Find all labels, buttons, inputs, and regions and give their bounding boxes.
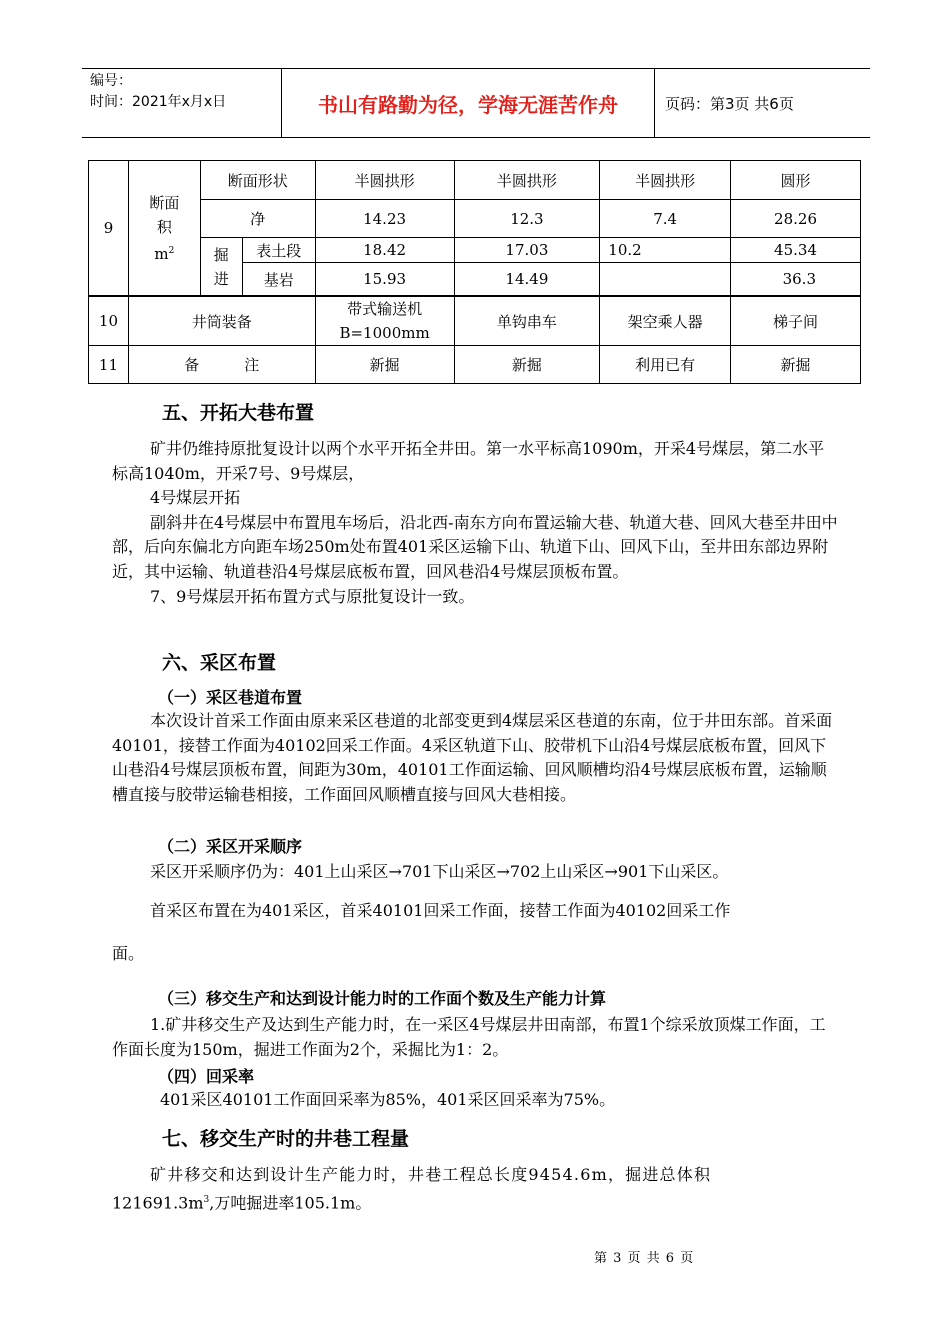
section-body — [112, 709, 838, 807]
table-cell: 半圆拱形 — [315, 161, 454, 200]
paragraph: 首采区布置在为401采区，首采40101回采工作面，接替工作面为40102回采工作 — [150, 901, 731, 920]
table-row — [89, 296, 861, 346]
table-row — [89, 238, 861, 263]
subsection-title: （二）采区开采顺序 — [158, 837, 303, 856]
section-body — [112, 899, 838, 924]
section-title: 七、移交生产时的井巷工程量 — [162, 1128, 410, 1150]
table-cell: 半圆拱形 — [454, 161, 600, 200]
header-page-code: 页码：第3页 共6页 — [665, 94, 794, 113]
number-label: 编号： — [90, 73, 132, 89]
table-cell: 15.93 — [315, 263, 454, 297]
table-cell: 14.49 — [454, 263, 600, 297]
table-cell: 12.3 — [454, 200, 600, 238]
shape-label: 断面形状 — [200, 161, 315, 200]
subsection-title: （四）回采率 — [158, 1067, 255, 1086]
table-cell: 新掘 — [731, 346, 861, 384]
table-cell: 17.03 — [454, 238, 600, 263]
paragraph: 副斜井在4号煤层中布置甩车场后，沿北西-南东方向布置运输大巷、轨道大巷、回风大巷至井田中部，后向东偏北方向距车场250m处布置401采区运输下山、轨道下山、回风下山，至井田东部边界附近，其中运输、轨道巷沿4号煤层底板布置，回风巷沿4号煤层顶板布置。 — [112, 512, 838, 581]
section-body — [112, 1013, 838, 1062]
paragraph: 矿井移交和达到设计生产能力时，井巷工程总长度9454.6m，掘进总体积 — [150, 1165, 712, 1184]
equip-line: 带式输送机 — [347, 300, 423, 318]
bedrock-label: 基岩 — [242, 263, 315, 297]
table-cell: 28.26 — [731, 200, 861, 238]
paragraph: 4号煤层开拓 — [150, 488, 241, 508]
paragraph — [112, 1188, 838, 1216]
table-cell: 45.34 — [731, 238, 861, 263]
time-label: 时间：2021年x月x日 — [90, 94, 227, 110]
row-number: 10 — [89, 296, 129, 346]
net-label: 净 — [200, 200, 315, 238]
table-cell: 新掘 — [315, 346, 454, 384]
table-cell: 圆形 — [731, 161, 861, 200]
table-cell — [315, 296, 454, 346]
table-cell: 利用已有 — [600, 346, 731, 384]
subsection-title: （三）移交生产和达到设计能力时的工作面个数及生产能力计算 — [158, 989, 607, 1008]
row-title: 备 注 — [128, 346, 315, 384]
section-body — [112, 437, 838, 609]
section-body — [112, 860, 838, 885]
paragraph: 401采区40101工作面回采率为85%，401采区回采率为75%。 — [160, 1090, 616, 1109]
table-cell: 14.23 — [315, 200, 454, 238]
table-row — [89, 161, 861, 200]
paragraph: 矿井仍维持原批复设计以两个水平开拓全井田。第一水平标高1090m，开采4号煤层，第二水平标高1040m，开采7号、9号煤层， — [112, 439, 825, 483]
section-body — [112, 1088, 838, 1113]
table-cell: 10.2 — [600, 238, 731, 263]
table-cell: 7.4 — [600, 200, 731, 238]
paragraph: 1.矿井移交生产及达到生产能力时，在一采区4号煤层井田南部，布置1个综采放顶煤工作面，工作面长度为150m，掘进工作面为2个，采掘比为1：2。 — [112, 1015, 826, 1059]
subsection-title: （一）采区巷道布置 — [158, 688, 303, 707]
table-cell: 新掘 — [454, 346, 600, 384]
section-body — [112, 942, 838, 967]
row-title: 井筒装备 — [128, 296, 315, 346]
row-title: 断面 积 $m^2$ — [128, 161, 200, 297]
section-title: 六、采区布置 — [162, 652, 277, 674]
paragraph: 面。 — [112, 944, 145, 963]
shaft-spec-table — [88, 160, 861, 384]
table-cell: 架空乘人器 — [600, 296, 731, 346]
table-cell: 18.42 — [315, 238, 454, 263]
topsoil-label: 表土段 — [242, 238, 315, 263]
table-cell: 半圆拱形 — [600, 161, 731, 200]
table-row — [89, 346, 861, 384]
rate-text: ,万吨掘进率105.1m。 — [209, 1192, 372, 1212]
section-body — [112, 1163, 838, 1216]
paragraph: 本次设计首采工作面由原来采区巷道的北部变更到4煤层采区巷道的东南，位于井田东部。首采面40101，接替工作面为40102回采工作面。4采区轨道下山、胶带机下山沿4号煤层底板布置，回风下山巷沿4号煤层顶板布置，间距为30m，40101工作面运输、回风顺槽均沿4号煤层底板布置，运输顺槽直接与胶带运输巷相接，工作面回风顺槽直接与回风大巷相接。 — [112, 711, 833, 804]
dig-label: 掘 进 — [200, 238, 242, 297]
header-meta — [82, 69, 282, 137]
page-footer: 第 3 页 共 6 页 — [594, 1251, 695, 1266]
row-number: 11 — [89, 346, 129, 384]
paragraph: 采区开采顺序仍为：401上山采区→701下山采区→702上山采区→901下山采区。 — [150, 862, 729, 881]
table-cell: 单钩串车 — [454, 296, 600, 346]
table-cell — [600, 263, 731, 297]
equip-line: B=1000mm — [339, 324, 430, 342]
table-cell: 梯子间 — [731, 296, 861, 346]
table-cell: 36.3 — [731, 263, 861, 297]
volume-value: 121691.3m — [112, 1192, 204, 1212]
row-number: 9 — [89, 161, 129, 297]
section-title: 五、开拓大巷布置 — [162, 402, 315, 424]
table-row — [89, 200, 861, 238]
paragraph: 7、9号煤层开拓布置方式与原批复设计一致。 — [150, 586, 475, 606]
superscript: 3 — [203, 1194, 210, 1205]
page-header — [82, 68, 870, 138]
header-motto: 书山有路勤为径，学海无涯苦作舟 — [282, 69, 655, 137]
